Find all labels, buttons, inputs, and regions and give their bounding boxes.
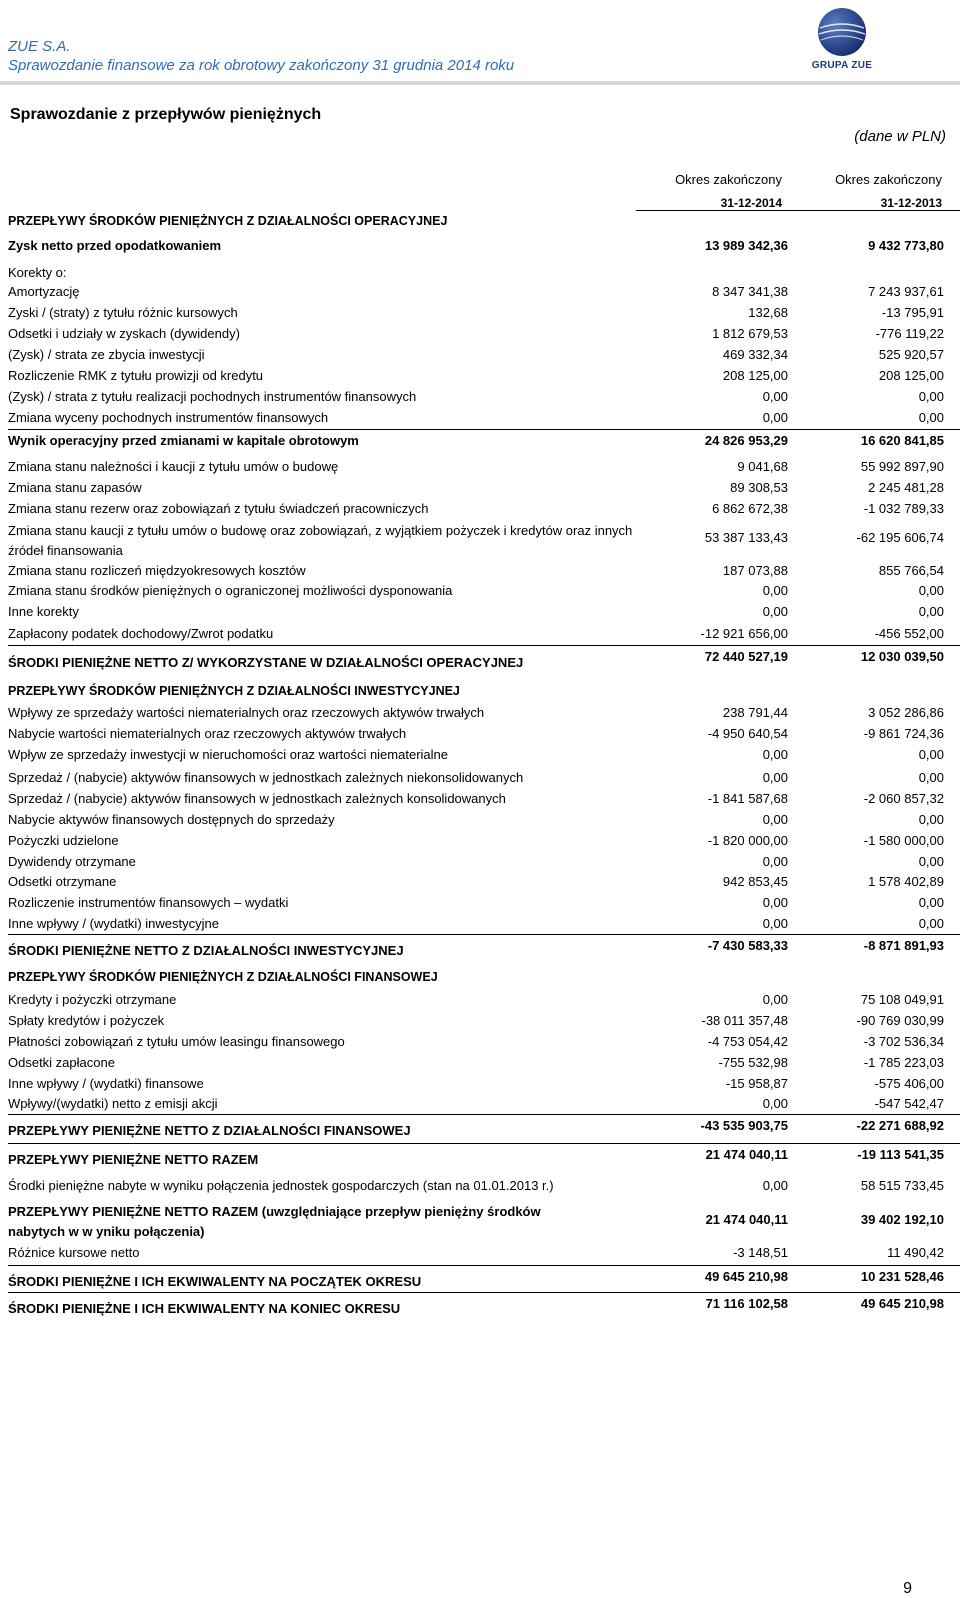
value-2014: 71 116 102,58 xyxy=(705,1296,788,1311)
row-label: (Zysk) / strata ze zbycia inwestycji xyxy=(8,347,205,362)
row-label: PRZEPŁYWY PIENIĘŻNE NETTO RAZEM xyxy=(8,1152,259,1167)
units-note: (dane w PLN) xyxy=(854,128,946,145)
row-label: Zmiana stanu środków pieniężnych o ograniczonej możliwości dysponowania xyxy=(8,583,453,598)
row-label: Wpływy/(wydatki) netto z emisji akcji xyxy=(8,1096,218,1111)
row-label: PRZEPŁYWY PIENIĘŻNE NETTO Z DZIAŁALNOŚCI FINANSOWEJ xyxy=(8,1123,411,1138)
value-2013: 0,00 xyxy=(918,916,944,931)
value-2014: 132,68 xyxy=(748,305,788,320)
row-label: Amortyzację xyxy=(8,284,80,299)
row-label: Zapłacony podatek dochodowy/Zwrot podatku xyxy=(8,626,274,641)
value-2013: -90 769 030,99 xyxy=(856,1013,944,1028)
row-label: Dywidendy otrzymane xyxy=(8,854,136,869)
value-2013: 0,00 xyxy=(918,812,944,827)
value-2013: -3 702 536,34 xyxy=(863,1034,944,1049)
value-2013: -1 785 223,03 xyxy=(863,1055,944,1070)
value-2013: -1 032 789,33 xyxy=(863,501,944,516)
row-label: Inne wpływy / (wydatki) inwestycyjne xyxy=(8,916,219,931)
row-label: ŚRODKI PIENIĘŻNE NETTO Z/ WYKORZYSTANE W DZIAŁALNOŚCI OPERACYJNEJ xyxy=(8,655,524,670)
value-2014: 0,00 xyxy=(762,410,788,425)
value-2014: 942 853,45 xyxy=(722,874,788,889)
value-2014: -4 753 054,42 xyxy=(707,1034,788,1049)
value-2014: 208 125,00 xyxy=(722,368,788,383)
row-label: Zysk netto przed opodatkowaniem xyxy=(8,238,222,253)
value-2013: -8 871 891,93 xyxy=(863,938,944,953)
value-2014: 0,00 xyxy=(762,1096,788,1111)
row-label: Rozliczenie instrumentów finansowych – wydatki xyxy=(8,895,289,910)
header-subtitle: Sprawozdanie finansowe za rok obrotowy zakończony 31 grudnia 2014 roku xyxy=(8,57,515,74)
value-2013: 9 432 773,80 xyxy=(868,238,944,253)
globe-icon xyxy=(816,6,868,58)
value-2013: 16 620 841,85 xyxy=(860,433,944,448)
row-label: Zmiana stanu kaucji z tytułu umów o budowę oraz zobowiązań, z wyjątkiem pożyczek i kredytów oraz innych źródeł finansowania xyxy=(8,523,633,558)
value-2013: 12 030 039,50 xyxy=(860,649,944,664)
header-divider xyxy=(0,81,960,85)
value-2014: 0,00 xyxy=(762,389,788,404)
value-2013: -9 861 724,36 xyxy=(863,726,944,741)
row-label: Wpływ ze sprzedaży inwestycji w nieruchomości oraz wartości niematerialne xyxy=(8,747,448,762)
value-2013: 55 992 897,90 xyxy=(860,459,944,474)
value-2014: 53 387 133,43 xyxy=(704,530,788,545)
value-2014: 469 332,34 xyxy=(722,347,788,362)
value-2014: 0,00 xyxy=(762,604,788,619)
value-2014: -4 950 640,54 xyxy=(707,726,788,741)
value-2014: 89 308,53 xyxy=(730,480,788,495)
value-2014: 238 791,44 xyxy=(722,705,788,720)
row-label: Zyski / (straty) z tytułu różnic kursowych xyxy=(8,305,238,320)
value-2014: -7 430 583,33 xyxy=(707,938,788,953)
value-2013: -19 113 541,35 xyxy=(857,1147,944,1162)
total-row xyxy=(8,1143,960,1167)
total-row xyxy=(8,645,960,670)
value-2013: -456 552,00 xyxy=(874,626,944,641)
row-label: Inne korekty xyxy=(8,604,79,619)
value-2013: -2 060 857,32 xyxy=(863,791,944,806)
row-label: Zmiana wyceny pochodnych instrumentów finansowych xyxy=(8,410,329,425)
value-2014: -1 841 587,68 xyxy=(707,791,788,806)
value-2013: 208 125,00 xyxy=(878,368,944,383)
document-title: Sprawozdanie z przepływów pieniężnych xyxy=(10,106,322,123)
row-label: ŚRODKI PIENIĘŻNE I ICH EKWIWALENTY NA KONIEC OKRESU xyxy=(8,1301,401,1316)
column-header-2014 xyxy=(675,172,782,210)
value-2013: 525 920,57 xyxy=(878,347,944,362)
value-2013: 0,00 xyxy=(918,604,944,619)
column-date: 31-12-2014 xyxy=(720,196,782,210)
row-label: Różnice kursowe netto xyxy=(8,1245,140,1260)
value-2014: 0,00 xyxy=(762,854,788,869)
value-2013: 0,00 xyxy=(918,895,944,910)
table-row xyxy=(8,521,960,561)
value-2014: 0,00 xyxy=(762,747,788,762)
value-2013: 7 243 937,61 xyxy=(868,284,944,299)
value-2014: -755 532,98 xyxy=(718,1055,788,1070)
row-label: ŚRODKI PIENIĘŻNE I ICH EKWIWALENTY NA POCZĄTEK OKRESU xyxy=(8,1274,422,1289)
value-2013: 0,00 xyxy=(918,770,944,785)
value-2014: 24 826 953,29 xyxy=(704,433,788,448)
row-label: Odsetki zapłacone xyxy=(8,1055,115,1070)
value-2013: 855 766,54 xyxy=(878,563,944,578)
row-label: Wpływy ze sprzedaży wartości niematerialnych oraz rzeczowych aktywów trwałych xyxy=(8,705,485,720)
total-row xyxy=(8,1202,960,1242)
row-label: PRZEPŁYWY PIENIĘŻNE NETTO RAZEM (uwzględniające przepływ pieniężny środków nabytych w w yniku połączenia) xyxy=(8,1204,541,1239)
value-2013: 39 402 192,10 xyxy=(860,1212,944,1227)
row-label: Korekty o: xyxy=(8,265,67,280)
value-2014: -1 820 000,00 xyxy=(707,833,788,848)
value-2013: 58 515 733,45 xyxy=(860,1178,944,1193)
value-2014: -38 011 357,48 xyxy=(701,1013,788,1028)
value-2013: -776 119,22 xyxy=(875,326,944,341)
value-2014: -43 535 903,75 xyxy=(700,1118,788,1133)
column-header-2013 xyxy=(835,172,942,210)
row-label: Inne wpływy / (wydatki) finansowe xyxy=(8,1076,204,1091)
value-2014: 21 474 040,11 xyxy=(705,1147,788,1162)
value-2013: -575 406,00 xyxy=(874,1076,944,1091)
value-2013: -13 795,91 xyxy=(881,305,944,320)
value-2013: -22 271 688,92 xyxy=(856,1118,944,1133)
value-2013: 11 490,42 xyxy=(887,1245,944,1260)
header-company: ZUE S.A. xyxy=(8,38,71,55)
value-2014: 0,00 xyxy=(762,770,788,785)
value-2014: -12 921 656,00 xyxy=(700,626,788,641)
value-2013: 3 052 286,86 xyxy=(868,705,944,720)
value-2013: 0,00 xyxy=(918,747,944,762)
company-logo xyxy=(810,6,874,76)
row-label: Sprzedaż / (nabycie) aktywów finansowych w jednostkach zależnych niekonsolidowanych xyxy=(8,770,524,785)
value-2014: 13 989 342,36 xyxy=(704,238,788,253)
column-date: 31-12-2013 xyxy=(880,196,942,210)
row-label: Zmiana stanu zapasów xyxy=(8,480,142,495)
row-label: Odsetki i udziały w zyskach (dywidendy) xyxy=(8,326,240,341)
value-2013: 0,00 xyxy=(918,583,944,598)
row-label: PRZEPŁYWY ŚRODKÓW PIENIĘŻNYCH Z DZIAŁALNOŚCI INWESTYCYJNEJ xyxy=(8,684,460,698)
value-2014: -3 148,51 xyxy=(733,1245,788,1260)
value-2014: -15 958,87 xyxy=(725,1076,788,1091)
value-2014: 0,00 xyxy=(762,992,788,1007)
total-row xyxy=(8,1265,960,1289)
row-label: PRZEPŁYWY ŚRODKÓW PIENIĘŻNYCH Z DZIAŁALNOŚCI OPERACYJNEJ xyxy=(8,214,448,228)
value-2014: 0,00 xyxy=(762,1178,788,1193)
value-2013: 0,00 xyxy=(918,389,944,404)
value-2013: 1 578 402,89 xyxy=(868,874,944,889)
subtotal-row xyxy=(8,429,960,448)
value-2014: 187 073,88 xyxy=(722,563,788,578)
row-label: Spłaty kredytów i pożyczek xyxy=(8,1013,165,1028)
row-label: Nabycie wartości niematerialnych oraz rzeczowych aktywów trwałych xyxy=(8,726,407,741)
logo-text: GRUPA ZUE xyxy=(811,60,873,71)
value-2013: 75 108 049,91 xyxy=(860,992,944,1007)
total-row xyxy=(8,1292,960,1316)
row-label: Odsetki otrzymane xyxy=(8,874,117,889)
page-number: 9 xyxy=(903,1580,912,1597)
column-label: Okres zakończony xyxy=(835,172,942,187)
value-2013: 0,00 xyxy=(918,410,944,425)
row-label: Środki pieniężne nabyte w wyniku połączenia jednostek gospodarczych (stan na 01.01.2013 r.) xyxy=(8,1178,554,1193)
value-2014: 0,00 xyxy=(762,895,788,910)
row-label: Zmiana stanu rozliczeń międzyokresowych kosztów xyxy=(8,563,306,578)
row-label: Pożyczki udzielone xyxy=(8,833,119,848)
value-2014: 9 041,68 xyxy=(737,459,788,474)
row-label: Wynik operacyjny przed zmianami w kapitale obrotowym xyxy=(8,433,359,448)
value-2013: 49 645 210,98 xyxy=(860,1296,944,1311)
value-2013: -547 542,47 xyxy=(874,1096,944,1111)
row-label: Płatności zobowiązań z tytułu umów leasingu finansowego xyxy=(8,1034,345,1049)
header-rule xyxy=(636,210,960,211)
total-row xyxy=(8,934,960,958)
total-row xyxy=(8,1114,960,1138)
value-2014: 0,00 xyxy=(762,583,788,598)
row-label: PRZEPŁYWY ŚRODKÓW PIENIĘŻNYCH Z DZIAŁALNOŚCI FINANSOWEJ xyxy=(8,970,438,984)
value-2014: 8 347 341,38 xyxy=(712,284,788,299)
value-2013: 10 231 528,46 xyxy=(860,1269,944,1284)
value-2014: 49 645 210,98 xyxy=(704,1269,788,1284)
value-2013: -62 195 606,74 xyxy=(856,530,944,545)
row-label: Zmiana stanu należności i kaucji z tytułu umów o budowę xyxy=(8,459,339,474)
row-label: ŚRODKI PIENIĘŻNE NETTO Z DZIAŁALNOŚCI INWESTYCYJNEJ xyxy=(8,943,404,958)
value-2013: 0,00 xyxy=(918,854,944,869)
row-label: Rozliczenie RMK z tytułu prowizji od kredytu xyxy=(8,368,264,383)
value-2014: 0,00 xyxy=(762,916,788,931)
value-2014: 21 474 040,11 xyxy=(705,1212,788,1227)
value-2013: -1 580 000,00 xyxy=(863,833,944,848)
value-2014: 72 440 527,19 xyxy=(704,649,788,664)
value-2014: 6 862 672,38 xyxy=(712,501,788,516)
row-label: Sprzedaż / (nabycie) aktywów finansowych w jednostkach zależnych konsolidowanych xyxy=(8,791,506,806)
column-label: Okres zakończony xyxy=(675,172,782,187)
row-label: (Zysk) / strata z tytułu realizacji pochodnych instrumentów finansowych xyxy=(8,389,417,404)
row-label: Kredyty i pożyczki otrzymane xyxy=(8,992,177,1007)
value-2014: 1 812 679,53 xyxy=(712,326,788,341)
value-2013: 2 245 481,28 xyxy=(868,480,944,495)
value-2014: 0,00 xyxy=(762,812,788,827)
row-label: Nabycie aktywów finansowych dostępnych do sprzedaży xyxy=(8,812,335,827)
row-label: Zmiana stanu rezerw oraz zobowiązań z tytułu świadczeń pracowniczych xyxy=(8,501,429,516)
